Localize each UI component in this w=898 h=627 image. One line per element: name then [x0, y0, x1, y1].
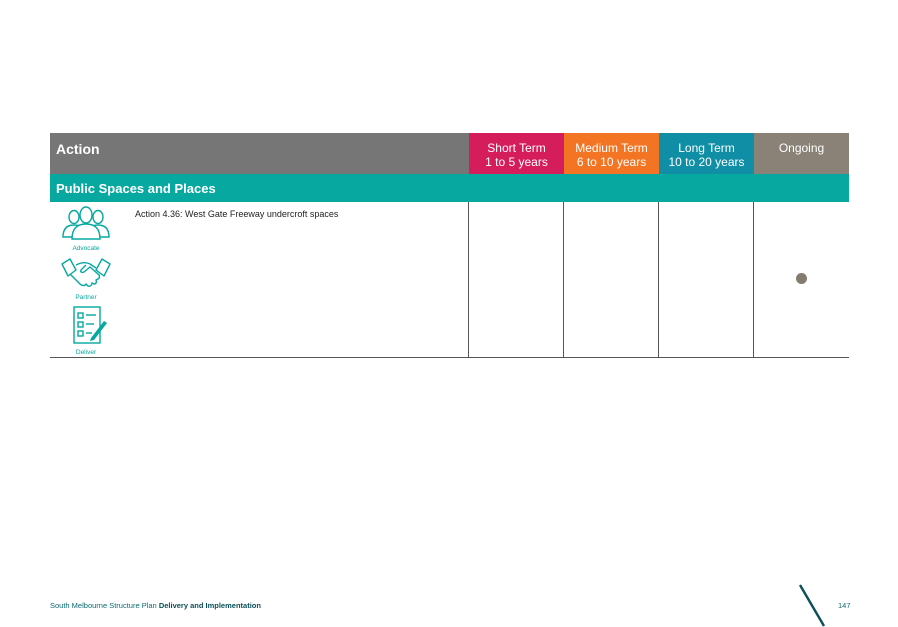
header-medium-term-title: Medium Term	[575, 141, 648, 155]
medium-term-cell	[564, 202, 659, 357]
header-short-term-range: 1 to 5 years	[485, 155, 548, 169]
header-ongoing	[754, 133, 849, 174]
long-term-cell	[659, 202, 754, 357]
header-short-term	[469, 133, 564, 174]
header-ongoing-title: Ongoing	[778, 141, 825, 155]
handshake-icon	[60, 256, 112, 290]
advocate-icon	[60, 205, 112, 241]
partner-role	[58, 256, 114, 301]
deliver-role	[58, 305, 114, 356]
deliver-label: Deliver	[75, 349, 97, 356]
advocate-label: Advocate	[72, 245, 100, 252]
header-long-term-range: 10 to 20 years	[668, 155, 745, 169]
header-medium-term-range: 6 to 10 years	[576, 155, 647, 169]
header-medium-term	[564, 133, 659, 174]
partner-label: Partner	[75, 294, 97, 301]
delivery-table	[50, 133, 849, 358]
footer-doc-title: South Melbourne Structure Plan	[50, 601, 157, 610]
table-row	[50, 202, 849, 358]
footer-section: Delivery and Implementation	[158, 601, 261, 610]
header-action: Action	[50, 133, 469, 174]
checklist-icon	[60, 305, 112, 345]
footer-title	[50, 601, 261, 610]
page-number: 147	[838, 601, 851, 610]
table-header	[50, 133, 849, 174]
ongoing-marker	[796, 273, 807, 284]
advocate-role	[58, 205, 114, 252]
header-long-term	[659, 133, 754, 174]
short-term-cell	[469, 202, 564, 357]
action-title: Action 4.36: West Gate Freeway undercroft spaces	[135, 209, 339, 219]
ongoing-cell	[754, 202, 849, 357]
section-title: Public Spaces and Places	[50, 174, 849, 202]
header-long-term-title: Long Term	[678, 141, 735, 155]
header-short-term-title: Short Term	[487, 141, 546, 155]
decorative-slash-icon	[795, 583, 827, 627]
action-cell	[50, 202, 469, 357]
